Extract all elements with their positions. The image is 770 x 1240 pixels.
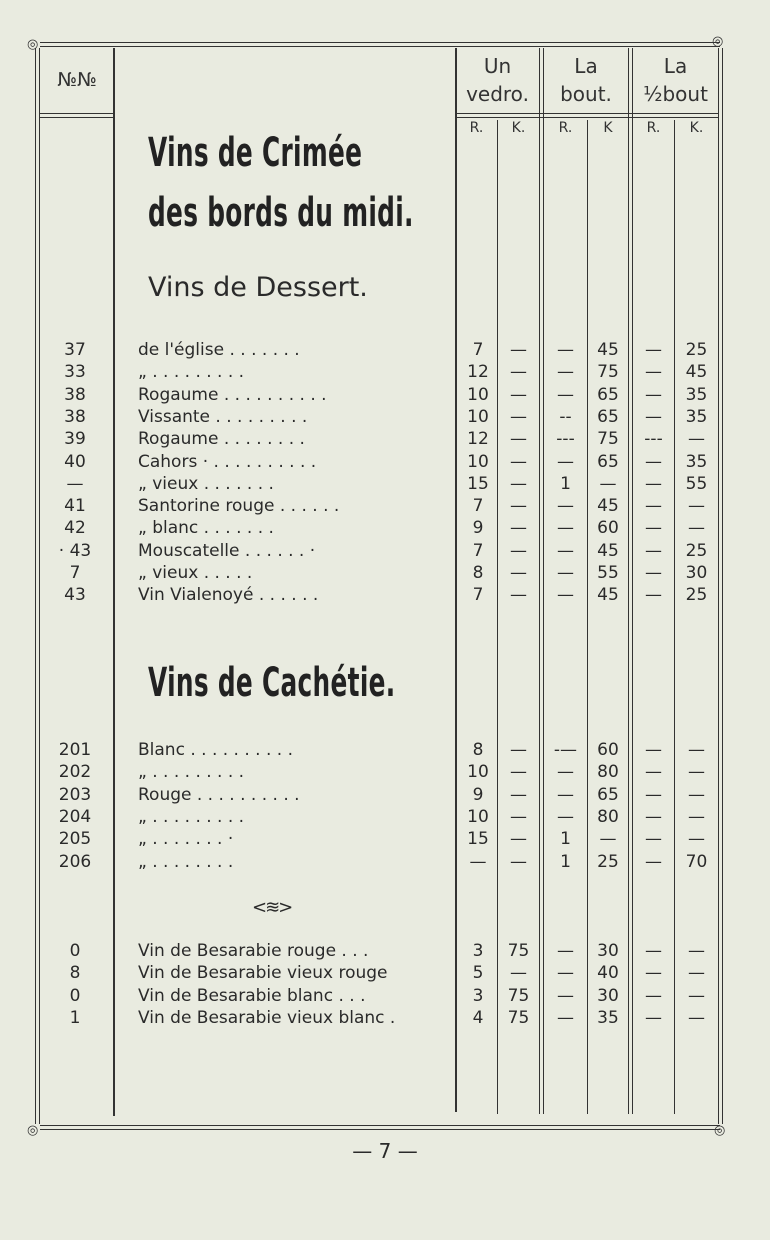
row-number: 38 [64,384,86,405]
price-cell-v5: — [645,963,662,984]
corner-ornament-tr: ◎ [712,34,724,49]
price-cell-v5: — [645,540,662,561]
price-cell-v2: — [510,585,527,606]
row-number: 39 [64,429,86,450]
price-cell-v3: — [557,784,574,805]
table-row [0,385,770,407]
row-wine-name: „ . . . . . . . · [138,829,234,850]
price-cell-v2: — [510,829,527,850]
price-cell-v2: 75 [507,985,530,1006]
price-cell-v6: — [688,985,705,1006]
price-cell-v2: — [510,406,527,427]
row-wine-name: „ . . . . . . . . . [138,762,245,783]
price-cell-v1: 9 [472,784,484,805]
price-cell-v6: 35 [685,451,708,472]
price-cell-v4: 30 [597,985,619,1006]
price-cell-v6: — [688,806,705,827]
price-cell-v2: — [510,806,527,827]
price-cell-v4: 60 [597,740,619,760]
table-row [0,585,770,607]
price-cell-v3: — [557,496,574,517]
col1-header-line1: Un [483,54,512,78]
row-wine-name: Rogaume . . . . . . . . [138,429,305,450]
price-cell-v1: 5 [472,963,484,984]
price-cell-v6: — [688,963,705,984]
price-cell-v1: 12 [467,429,489,450]
table-row [0,963,770,985]
price-cell-v1: — [469,851,487,872]
row-number: 206 [58,851,92,872]
row-wine-name: Vin de Besarabie vieux blanc . [138,1007,396,1028]
price-cell-v5: — [645,740,662,760]
price-cell-v5: — [645,563,662,583]
price-cell-v1: 15 [467,473,489,494]
table-row [0,1008,770,1030]
row-number: 33 [64,362,86,383]
price-cell-v5: — [645,406,662,427]
table-row [0,785,770,807]
row-wine-name: „ vieux . . . . . . . [138,473,274,494]
table-row [0,807,770,829]
corner-ornament-tl: ◎ [27,37,39,52]
corner-ornament-bl: ◎ [27,1123,39,1138]
price-cell-v5: — [645,384,662,405]
header-rule [40,113,114,114]
price-cell-v2: — [510,496,527,517]
price-cell-v4: 45 [597,585,619,606]
price-cell-v4: 55 [597,563,619,583]
price-cell-v1: 12 [467,362,489,383]
price-cell-v5: — [645,806,662,827]
price-cell-v5: --- [644,429,663,450]
price-cell-v5: — [645,829,662,850]
price-cell-v3: — [557,941,574,961]
price-cell-v5: — [645,585,662,606]
row-number: 0 [69,985,81,1006]
header-rule-cols-b [455,117,718,118]
price-cell-v6: 55 [685,473,708,494]
table-row [0,496,770,518]
price-cell-v4: 80 [597,762,619,783]
price-cell-v5: — [645,985,662,1006]
price-cell-v1: 9 [472,518,484,539]
top-rule-2 [40,46,720,47]
price-cell-v4: 45 [597,340,619,360]
price-cell-v2: — [510,563,527,583]
row-wine-name: Blanc . . . . . . . . . . [138,740,294,760]
col2-header-line1: La [574,54,598,78]
price-cell-v2: — [510,384,527,405]
price-cell-v1: 7 [472,585,484,606]
table-row [0,941,770,963]
price-cell-v4: 45 [597,540,619,561]
row-number: 8 [69,963,81,984]
table-row [0,829,770,851]
row-number: 41 [64,496,86,517]
price-cell-v4: 25 [597,851,619,872]
price-cell-v5: — [645,851,662,872]
price-cell-v5: — [645,362,662,383]
row-number: 7 [69,563,81,583]
row-number: 201 [58,740,92,760]
table-row [0,740,770,762]
table-row [0,852,770,874]
price-cell-v2: 75 [507,1007,530,1028]
title-dessert: Vins de Dessert. [148,272,368,303]
table-row [0,518,770,540]
row-number: 37 [64,340,86,360]
price-cell-v4: 65 [597,784,619,805]
row-wine-name: Cahors · . . . . . . . . . . [138,451,317,472]
table-row [0,474,770,496]
price-cell-v6: 35 [685,384,708,405]
page-number: — 7 — [352,1139,418,1163]
row-number: 40 [64,451,86,472]
price-cell-v1: 10 [467,406,489,427]
price-cell-v2: — [510,740,527,760]
row-wine-name: Rogaume . . . . . . . . . . [138,384,327,405]
price-cell-v5: — [645,340,662,360]
header-rule-cols [455,113,718,114]
price-cell-v1: 4 [472,1007,484,1028]
price-cell-v3: — [557,340,574,360]
col3-header-line2: ½bout [643,82,708,106]
price-cell-v4: 35 [597,1007,619,1028]
price-cell-v1: 7 [472,340,484,360]
price-cell-v1: 8 [472,563,484,583]
table-row [0,986,770,1008]
row-number: 43 [64,585,86,606]
price-cell-v3: 1 [560,473,571,494]
price-cell-v6: — [688,496,705,517]
price-cell-v3: --- [556,429,575,450]
price-cell-v2: — [510,518,527,539]
price-cell-v6: 35 [685,406,708,427]
price-cell-v1: 7 [472,496,484,517]
price-cell-v3: — [557,362,574,383]
price-cell-v1: 8 [472,740,484,760]
price-cell-v4: 30 [597,941,619,961]
table-row [0,541,770,563]
table-row [0,762,770,784]
sub-header-r1: R. [469,120,484,136]
row-wine-name: „ . . . . . . . . . [138,806,245,827]
bottom-rule [40,1125,720,1126]
price-cell-v6: — [688,1007,705,1028]
price-cell-v3: — [557,540,574,561]
sub-header-k2: K [603,120,613,136]
price-cell-v4: 40 [597,963,619,984]
table-row [0,407,770,429]
price-cell-v2: — [510,784,527,805]
table-row [0,452,770,474]
price-cell-v2: — [510,540,527,561]
price-cell-v1: 7 [472,540,484,561]
price-cell-v6: — [688,941,705,961]
price-cell-v2: — [510,473,527,494]
price-cell-v3: — [557,518,574,539]
num-header: №№ [57,69,97,91]
header-rule-b [40,117,114,118]
price-cell-v2: — [510,851,527,872]
price-cell-v3: — [557,451,574,472]
col3-header-line1: La [663,54,688,78]
price-cell-v5: — [645,496,662,517]
price-cell-v2: — [510,451,527,472]
sub-header-r3: R. [646,120,661,136]
row-wine-name: Vin de Besarabie rouge . . . [138,941,369,961]
price-cell-v4: 45 [597,496,619,517]
bottom-rule-2 [40,1129,720,1130]
price-cell-v3: — [557,585,574,606]
price-cell-v3: 1 [560,829,571,850]
price-cell-v4: 60 [597,518,619,539]
corner-ornament-br: ◎ [714,1123,726,1138]
price-cell-v1: 3 [472,941,484,961]
row-wine-name: Mouscatelle . . . . . . · [138,540,316,561]
row-wine-name: „ . . . . . . . . [138,851,234,872]
price-cell-v4: 75 [597,362,619,383]
price-cell-v3: -— [553,740,578,760]
price-cell-v3: — [557,384,574,405]
price-cell-v2: — [510,762,527,783]
price-cell-v6: 25 [685,540,708,561]
price-cell-v3: — [557,963,574,984]
price-cell-v5: — [645,451,662,472]
price-cell-v2: — [510,340,527,360]
price-cell-v3: — [557,806,574,827]
price-cell-v3: -- [559,406,572,427]
row-wine-name: Vissante . . . . . . . . . [138,406,308,427]
table-row [0,362,770,384]
price-cell-v1: 15 [467,829,489,850]
table-row [0,340,770,362]
top-rule [40,42,720,43]
price-cell-v6: — [688,429,705,450]
price-cell-v6: 70 [685,851,708,872]
price-cell-v6: — [688,740,705,760]
row-wine-name: Vin de Besarabie vieux rouge [138,963,388,984]
row-number: 38 [64,406,86,427]
price-cell-v3: — [557,563,574,583]
row-number: · 43 [58,540,92,561]
row-wine-name: Santorine rouge . . . . . . [138,496,340,517]
price-cell-v3: — [557,1007,574,1028]
price-cell-v5: — [645,473,662,494]
price-cell-v6: 25 [685,585,708,606]
title-crimee: Vins de Crimée [148,130,363,176]
price-cell-v2: 75 [507,941,530,961]
title-bords-midi: des bords du midi. [148,190,414,236]
price-cell-v5: — [645,518,662,539]
table-row [0,429,770,451]
row-number: 1 [69,1007,81,1028]
price-cell-v5: — [645,784,662,805]
price-cell-v6: 30 [685,563,708,583]
price-cell-v6: 45 [685,362,708,383]
price-cell-v4: 65 [597,451,619,472]
sub-header-r2: R. [558,120,573,136]
row-number: 42 [64,518,86,539]
price-cell-v6: — [688,784,705,805]
title-cachetie: Vins de Cachétie. [148,660,396,706]
price-cell-v5: — [645,762,662,783]
row-wine-name: Vin Vialenoyé . . . . . . [138,585,319,606]
row-number: 204 [58,806,92,827]
row-number: 203 [58,784,92,805]
price-cell-v4: 80 [597,806,619,827]
row-wine-name: „ blanc . . . . . . . [138,518,274,539]
price-cell-v6: — [688,829,705,850]
price-cell-v1: 10 [467,451,489,472]
row-number: 202 [58,762,92,783]
price-cell-v1: 10 [467,806,489,827]
price-cell-v4: — [599,829,617,850]
row-number: 0 [69,941,81,961]
price-cell-v3: — [557,762,574,783]
price-cell-v6: — [688,518,705,539]
price-cell-v4: 65 [597,384,619,405]
row-wine-name: Rouge . . . . . . . . . . [138,784,300,805]
price-cell-v1: 3 [472,985,484,1006]
price-cell-v2: — [510,429,527,450]
price-cell-v2: — [510,362,527,383]
sub-header-k3: K. [689,120,704,136]
row-wine-name: Vin de Besarabie blanc . . . [138,985,366,1006]
row-wine-name: de l'église . . . . . . . [138,340,300,360]
sub-header-k1: K. [511,120,526,136]
col1-header-line2: vedro. [466,82,529,106]
price-cell-v5: — [645,1007,662,1028]
price-cell-v3: — [557,985,574,1006]
row-number: — [66,473,84,494]
price-cell-v6: 25 [685,340,708,360]
row-wine-name: „ vieux . . . . . [138,563,253,583]
price-cell-v6: — [688,762,705,783]
divider-ornament: <≋> [252,897,292,918]
row-wine-name: „ . . . . . . . . . [138,362,245,383]
row-number: 205 [58,829,92,850]
col2-header-line2: bout. [560,82,612,106]
price-cell-v1: 10 [467,762,489,783]
price-cell-v1: 10 [467,384,489,405]
price-cell-v3: 1 [560,851,571,872]
price-cell-v4: 65 [597,406,619,427]
price-cell-v5: — [645,941,662,961]
price-cell-v4: 75 [597,429,619,450]
table-row [0,563,770,585]
price-cell-v2: — [510,963,527,984]
price-cell-v4: — [599,473,617,494]
